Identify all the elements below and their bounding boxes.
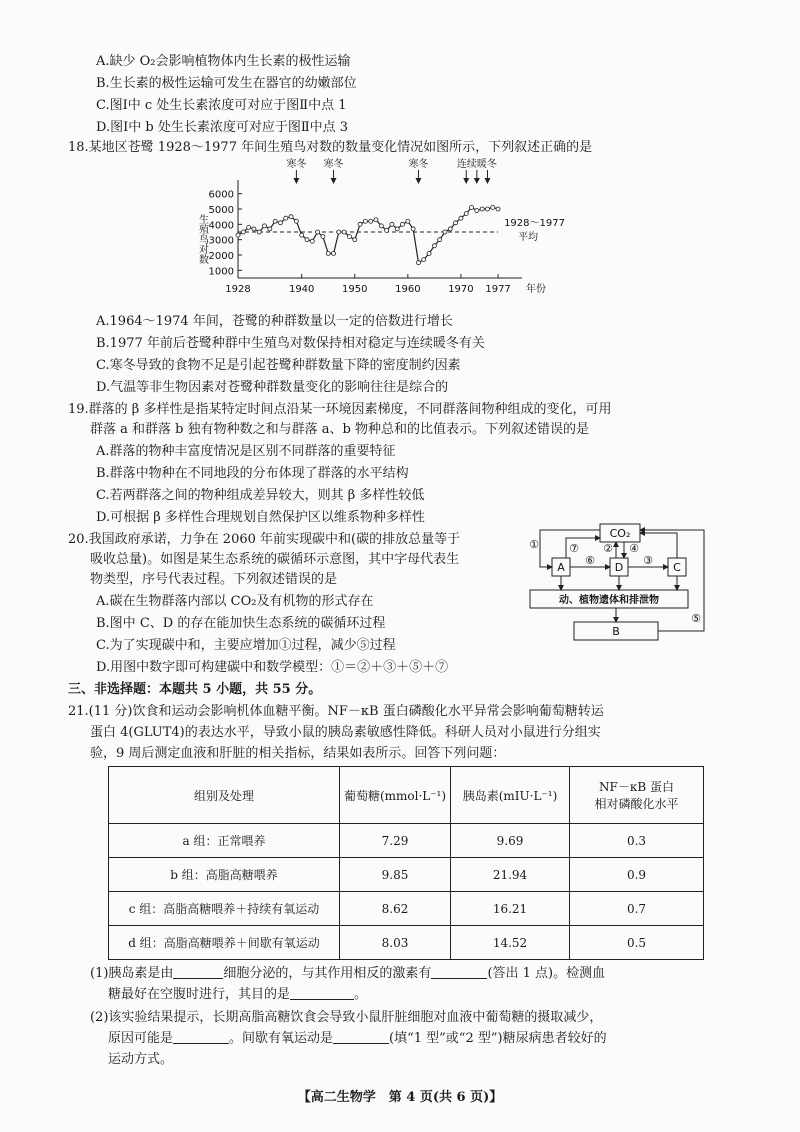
process-2-label: ② — [603, 542, 613, 555]
x-tick-label: 1970 — [448, 284, 474, 295]
row-c-group: c 组：高脂高糖喂养＋持续有氧运动 — [109, 892, 340, 926]
header-insulin: 胰岛素(mIU·L⁻¹) — [451, 767, 570, 824]
data-point — [263, 224, 267, 228]
results-table — [108, 766, 704, 960]
row-a-nfkb: 0.3 — [570, 824, 704, 858]
table-row — [109, 824, 704, 858]
header-nfkb-line2: 相对磷酸化水平 — [594, 797, 679, 811]
q21-p1-text-c: (答出 1 点)。检测血 — [487, 966, 606, 981]
q18-option-b: B.1977 年前后苍鹭种群中生殖鸟对数保持相对稳定与连续暖冬有关 — [96, 336, 485, 351]
data-point — [432, 244, 436, 248]
winter-annotation-label: 寒冬 — [408, 159, 429, 170]
q19-option-b: B.群落中物种在不同地段的分布体现了群落的水平结构 — [96, 466, 409, 481]
q19-stem-line2: 群落 a 和群落 b 独有物种数之和与群落 a、b 物种总和的比值表示。下列叙述错误的是 — [90, 422, 589, 437]
process-5-label: ⑤ — [691, 612, 701, 625]
q18-stem: 18.某地区苍鹭 1928～1977 年间生殖鸟对数的数量变化情况如图所示，下列叙述正确的是 — [68, 140, 593, 155]
data-point — [337, 230, 341, 234]
winter-arrow-head — [293, 178, 299, 184]
q20-stem-line3: 物类型，序号代表过程。下列叙述错误的是 — [90, 572, 338, 587]
q21-p1-text-a: (1)胰岛素是由 — [90, 966, 174, 981]
carbon-cycle-diagram — [526, 518, 716, 650]
x-axis-label: 年份 — [526, 284, 546, 295]
table-row — [109, 858, 704, 892]
table-row — [109, 892, 704, 926]
process-3-label: ③ — [643, 554, 653, 567]
data-point — [374, 218, 378, 222]
x-tick-label: 1977 — [485, 284, 511, 295]
data-point — [480, 207, 484, 211]
data-point — [379, 224, 383, 228]
q21-intro-line2: 蛋白 4(GLUT4)的表达水平，导致小鼠的胰岛素敏感性降低。科研人员对小鼠进行分组实 — [90, 725, 601, 740]
q17-option-a: A.缺少 O₂会影响植物体内生长素的极性运输 — [96, 54, 351, 69]
b-label: B — [612, 625, 620, 638]
data-point — [284, 216, 288, 220]
data-point — [411, 227, 415, 231]
q21-p2-text-d: (填“1 型”或“2 型”)糖尿病患者较好的 — [389, 1031, 607, 1046]
process-6-label: ⑥ — [585, 554, 595, 567]
data-point — [438, 238, 442, 242]
row-a-insulin: 9.69 — [451, 824, 570, 858]
data-point — [289, 215, 293, 219]
data-point — [332, 251, 336, 255]
header-glucose: 葡萄糖(mmol·L⁻¹) — [340, 767, 451, 824]
q19-option-c: C.若两群落之间的物种组成差异较大，则其 β 多样性较低 — [96, 488, 425, 503]
q18-option-d: D.气温等非生物因素对苍鹭种群数量变化的影响往往是综合的 — [96, 380, 449, 395]
data-point — [496, 207, 500, 211]
x-tick-label: 1960 — [395, 284, 421, 295]
row-b-insulin: 21.94 — [451, 858, 570, 892]
data-point — [470, 205, 474, 209]
data-point — [422, 258, 426, 262]
row-c-insulin: 16.21 — [451, 892, 570, 926]
c-label: C — [673, 561, 681, 574]
q21-part1-line1 — [90, 964, 605, 984]
y-tick-label: 4000 — [208, 220, 234, 232]
q17-option-d: D.图Ⅰ中 b 处生长素浓度可对应于图Ⅱ中点 3 — [96, 120, 349, 135]
a-label: A — [557, 561, 565, 574]
q21-intro-line1: 21.(11 分)饮食和运动会影响机体血糖平衡。NF－κB 蛋白磷酸化水平异常会影响葡萄糖转运 — [68, 704, 604, 719]
x-tick-label: 1928 — [225, 284, 251, 295]
data-point — [443, 230, 447, 234]
data-point — [342, 230, 346, 234]
q21-p2-text-c: 。间歇有氧运动是 — [229, 1031, 334, 1046]
average-label-sub: 平均 — [518, 232, 539, 243]
x-tick-label: 1950 — [342, 284, 368, 295]
q19-option-a: A.群落的物种丰富度情况是区别不同群落的重要特征 — [96, 444, 396, 459]
q21-part2-line1: (2)该实验结果提示，长期高脂高糖饮食会导致小鼠肝脏细胞对血液中葡萄糖的摄取减少， — [90, 1010, 603, 1025]
x-tick-label: 1940 — [288, 284, 315, 295]
q20-option-d: D.用图中数字即可构建碳中和数学模型：①＝②＋③＋⑤＋⑦ — [96, 660, 449, 675]
q21-p1-text-b: 细胞分泌的，与其作用相反的激素有 — [223, 966, 432, 981]
row-d-group: d 组：高脂高糖喂养＋间歇有氧运动 — [109, 926, 340, 960]
answer-blank-4[interactable] — [173, 1029, 229, 1044]
q21-p1-text-e: 。 — [354, 987, 368, 1002]
q21-p1-text-d: 糖最好在空腹时进行，其目的是 — [108, 987, 291, 1002]
data-point — [459, 216, 463, 220]
data-point — [268, 227, 272, 231]
row-a-glucose: 7.29 — [340, 824, 451, 858]
section-3-heading: 三、非选择题：本题共 5 小题，共 55 分。 — [68, 682, 322, 697]
winter-arrow-head — [463, 178, 469, 184]
q18-option-a: A.1964～1974 年间，苍鹭的种群数量以一定的倍数进行增长 — [96, 314, 453, 329]
data-point — [485, 207, 489, 211]
q21-p2-text-b: 原因可能是 — [108, 1031, 174, 1046]
table-header-row — [109, 767, 704, 824]
winter-arrow-head — [474, 178, 480, 184]
y-tick-label: 1000 — [208, 266, 234, 278]
q20-option-a: A.碳在生物群落内部以 CO₂及有机物的形式存在 — [96, 594, 374, 609]
data-point — [316, 230, 320, 234]
row-b-group: b 组：高脂高糖喂养 — [109, 858, 340, 892]
q21-part2-line2 — [108, 1029, 607, 1049]
answer-blank-3[interactable] — [290, 985, 354, 1000]
series-line — [238, 207, 498, 262]
winter-annotation-label: 寒冬 — [286, 159, 307, 170]
data-point — [294, 219, 298, 223]
winter-arrow-head — [331, 178, 337, 184]
y-tick-label: 5000 — [208, 205, 234, 216]
row-d-insulin: 14.52 — [451, 926, 570, 960]
row-d-nfkb: 0.5 — [570, 926, 704, 960]
q17-option-c: C.图Ⅰ中 c 处生长素浓度可对应于图Ⅱ中点 1 — [96, 98, 347, 113]
q20-stem-line1: 20.我国政府承诺，力争在 2060 年前实现碳中和(碳的排放总量等于 — [68, 532, 461, 547]
d-label: D — [614, 561, 624, 574]
data-point — [454, 221, 458, 225]
q19-stem-line1: 19.群落的 β 多样性是指某特定时间点沿某一环境因素梯度，不同群落间物种组成的变化，可用 — [68, 402, 612, 417]
y-tick-label: 2000 — [208, 251, 234, 262]
row-b-glucose: 9.85 — [340, 858, 451, 892]
data-point — [310, 239, 314, 243]
data-point — [385, 228, 389, 232]
process-7-label: ⑦ — [569, 542, 579, 555]
data-point — [475, 209, 479, 213]
average-label: 1928～1977 — [504, 218, 565, 229]
header-group: 组别及处理 — [109, 767, 340, 824]
population-line-chart — [184, 158, 565, 308]
data-point — [358, 222, 362, 226]
winter-annotation-label: 寒冬 — [323, 159, 344, 170]
data-point — [353, 238, 357, 242]
data-point — [257, 230, 261, 234]
data-point — [305, 238, 309, 242]
winter-arrow-head — [484, 178, 490, 184]
data-point — [464, 212, 468, 216]
data-point — [395, 227, 399, 231]
page-footer: 【高二生物学 第 4 页(共 6 页)】 — [297, 1090, 503, 1105]
data-point — [247, 225, 251, 229]
data-point — [326, 251, 330, 255]
answer-blank-1[interactable] — [173, 964, 223, 979]
q20-option-c: C.为了实现碳中和，主要应增加①过程，减少⑤过程 — [96, 638, 396, 653]
data-point — [321, 235, 325, 239]
data-point — [300, 233, 304, 237]
data-point — [390, 222, 394, 226]
row-a-group: a 组：正常喂养 — [109, 824, 340, 858]
data-point — [369, 219, 373, 223]
data-point — [252, 227, 256, 231]
remains-label: 动、植物遗体和排泄物 — [559, 595, 659, 606]
q19-option-d: D.可根据 β 多样性合理规划自然保护区以维系物种多样性 — [96, 510, 425, 525]
q17-option-b: B.生长素的极性运输可发生在器官的幼嫩部位 — [96, 76, 357, 91]
q21-part1-line2 — [108, 985, 367, 1005]
y-tick-label: 6000 — [208, 189, 234, 201]
header-nfkb-line1: NF－κB 蛋白 — [599, 780, 674, 794]
row-b-nfkb: 0.9 — [570, 858, 704, 892]
data-point — [347, 235, 351, 239]
data-point — [427, 251, 431, 255]
process-4-label: ④ — [629, 542, 639, 555]
row-d-glucose: 8.03 — [340, 926, 451, 960]
answer-blank-2[interactable] — [431, 964, 487, 979]
process-1-label: ① — [529, 538, 539, 551]
co2-label: CO₂ — [609, 527, 631, 540]
data-point — [278, 221, 282, 225]
table-row — [109, 926, 704, 960]
data-point — [241, 230, 245, 234]
data-point — [273, 219, 277, 223]
q21-part2-line3: 运动方式。 — [108, 1052, 174, 1067]
data-point — [401, 222, 405, 226]
data-point — [236, 233, 240, 237]
data-point — [448, 227, 452, 231]
answer-blank-5[interactable] — [333, 1029, 389, 1044]
row-c-nfkb: 0.7 — [570, 892, 704, 926]
q18-option-c: C.寒冬导致的食物不足是引起苍鹭种群数量下降的密度制约因素 — [96, 358, 461, 373]
q20-option-b: B.图中 C、D 的存在能加快生态系统的碳循环过程 — [96, 616, 386, 631]
data-point — [406, 219, 410, 223]
row-c-glucose: 8.62 — [340, 892, 451, 926]
header-nfkb — [570, 767, 704, 824]
q20-stem-line2: 吸收总量)。如图是某生态系统的碳循环示意图，其中字母代表生 — [90, 552, 460, 567]
winter-arrow-head — [415, 178, 421, 184]
y-axis-label: 生殖鸟对数 — [196, 214, 208, 264]
data-point — [491, 205, 495, 209]
q21-intro-line3: 验，9 周后测定血液和肝脏的相关指标，结果如表所示。回答下列问题： — [90, 746, 506, 761]
winter-annotation-label: 连续暖冬 — [456, 159, 497, 170]
data-point — [416, 261, 420, 265]
data-point — [363, 219, 367, 223]
y-tick-label: 3000 — [208, 235, 234, 247]
